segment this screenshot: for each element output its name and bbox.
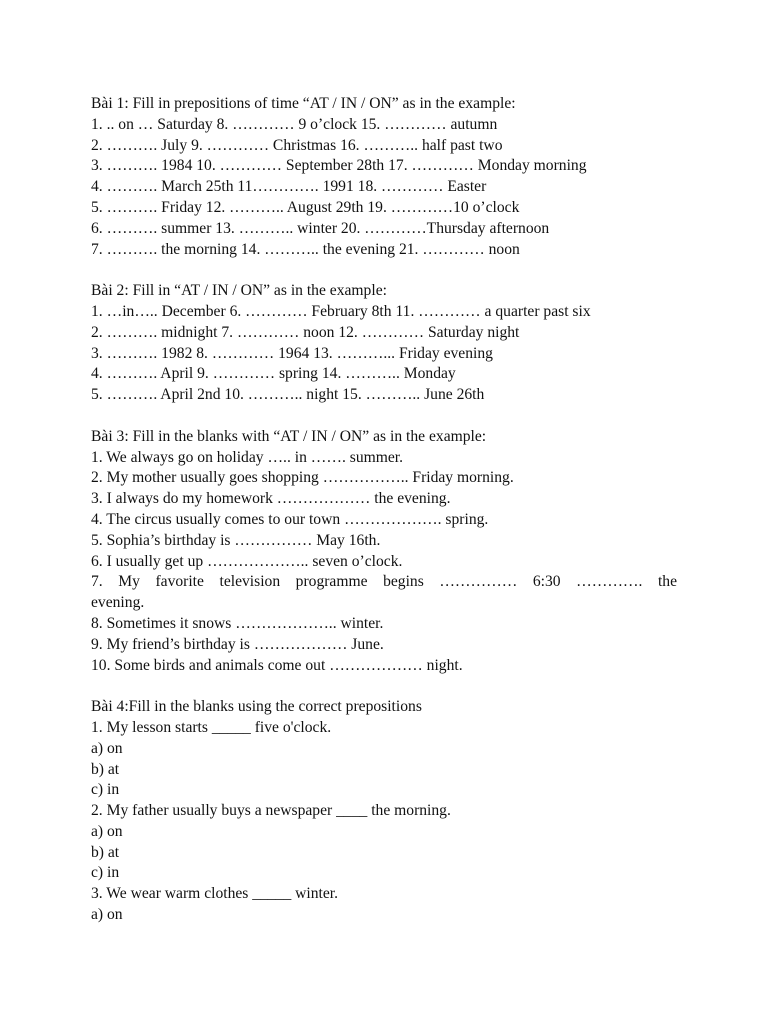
exercise-line: 2. ………. midnight 7. ………… noon 12. ………… Saturday night [91,323,520,341]
exercise-line: 7. ………. the morning 14. ……….. the evening 21. ………… noon [91,240,520,258]
exercise-line: 7. My favorite television programme begins …………… 6:30 …………. the [91,573,677,591]
exercise-line: 10. Some birds and animals come out ……………… night. [91,656,463,674]
exercise-line: 1. We always go on holiday ….. in ……. summer. [91,448,404,466]
exercise-title: Bài 4:Fill in the blanks using the correct prepositions [91,698,422,716]
exercise-title: Bài 2: Fill in “AT / IN / ON” as in the example: [91,282,387,300]
exercise-line: 6. I usually get up ……………….. seven o’clock. [91,552,403,570]
exercise-line: 9. My friend’s birthday is ……………… June. [91,635,384,653]
exercise-line: 5. ………. Friday 12. ……….. August 29th 19. …………10 o’clock [91,198,520,216]
exercise-line: evening. [91,594,145,612]
exercise-2 [91,281,677,406]
exercise-line: 4. ………. March 25th 11…………. 1991 18. ………… Easter [91,178,487,196]
exercise-line: 3. I always do my homework ……………… the evening. [91,490,451,508]
exercise-line: 5. Sophia’s birthday is …………… May 16th. [91,531,381,549]
exercise-line: 3. ………. 1982 8. ………… 1964 13. ………... Friday evening [91,344,493,362]
exercise-line: 3. ………. 1984 10. ………… September 28th 17. ………… Monday morning [91,157,587,175]
answer-option: c) in [91,781,120,799]
exercise-line: 6. ………. summer 13. ……….. winter 20. …………Thursday afternoon [91,219,550,237]
answer-option: a) on [91,822,123,840]
answer-option: b) at [91,760,120,778]
exercise-1 [91,94,677,260]
question-line: 1. My lesson starts _____ five o'clock. [91,718,332,736]
answer-option: b) at [91,843,120,861]
answer-option: a) on [91,906,123,924]
document-page [91,94,677,926]
answer-option: a) on [91,739,123,757]
exercise-line: 4. ………. April 9. ………… spring 14. ……….. Monday [91,365,456,383]
exercise-line: 2. ………. July 9. ………… Christmas 16. ……….. half past two [91,136,503,154]
exercise-4 [91,697,677,926]
exercise-line: 1. .. on … Saturday 8. ………… 9 o’clock 15. ………… autumn [91,115,498,133]
exercise-line: 5. ………. April 2nd 10. ……….. night 15. ……….. June 26th [91,386,485,404]
question-line: 2. My father usually buys a newspaper ____ the morning. [91,802,451,820]
exercise-line: 1. …in….. December 6. ………… February 8th 11. ………… a quarter past six [91,302,591,320]
answer-option: c) in [91,864,120,882]
exercise-line: 8. Sometimes it snows ……………….. winter. [91,614,384,632]
exercise-title: Bài 1: Fill in prepositions of time “AT / IN / ON” as in the example: [91,95,516,112]
exercise-title: Bài 3: Fill in the blanks with “AT / IN / ON” as in the example: [91,427,487,445]
exercise-line: 4. The circus usually comes to our town ………………. spring. [91,510,489,528]
exercise-3 [91,427,677,677]
exercise-line: 2. My mother usually goes shopping …………….. Friday morning. [91,469,514,487]
question-line: 3. We wear warm clothes _____ winter. [91,885,339,903]
